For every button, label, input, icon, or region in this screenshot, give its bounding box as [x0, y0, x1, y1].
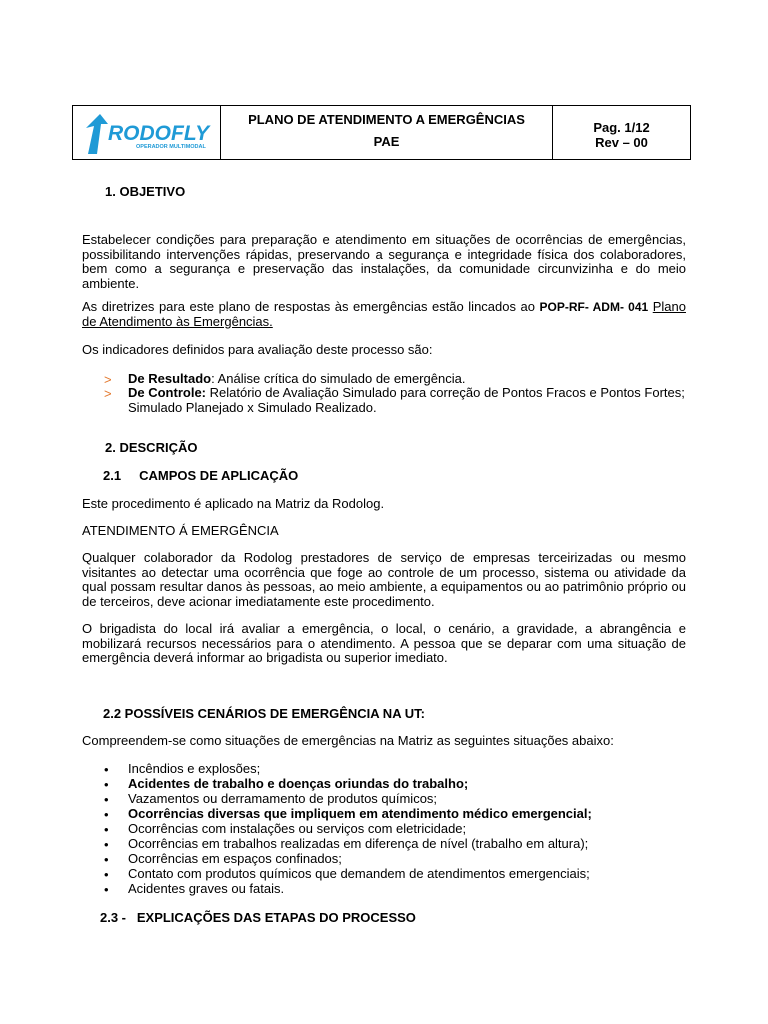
list-item: Ocorrências em espaços confinados;: [128, 851, 342, 866]
bullet: •: [104, 852, 109, 867]
indicator-control: [128, 386, 685, 415]
list-item: Acidentes de trabalho e doenças oriundas do trabalho;: [128, 776, 469, 791]
indicator-result-label: De Resultado: [128, 371, 212, 386]
list-item: Incêndios e explosões;: [128, 761, 261, 776]
bullet: •: [104, 762, 109, 777]
list-item: Ocorrências com instalações ou serviços com eletricidade;: [128, 821, 467, 836]
bullet: •: [104, 792, 109, 807]
bullet: •: [104, 867, 109, 882]
bullet: •: [104, 837, 109, 852]
collaborator-paragraph: Qualquer colaborador da Rodolog prestadores de serviço de empresas terceirizadas ou mesmo visitantes ao detectar uma ocorrência que foge ao controle de um processo, sistema ou atividade da qual possam resultar danos às pessoas, ao meio ambiente, a equipamentos ou ao patrimônio próprio ou de terceiros, deve acionar imediatamente este procedimento.: [82, 550, 686, 609]
emergency-heading: ATENDIMENTO Á EMERGÊNCIA: [82, 523, 279, 538]
list-item: Acidentes graves ou fatais.: [128, 881, 285, 896]
subsection-2-2-heading: 2.2 POSSÍVEIS CENÁRIOS DE EMERGÊNCIA NA UT:: [103, 706, 425, 721]
brigade-paragraph: O brigadista do local irá avaliar a emergência, o local, o cenário, a gravidade, a abrangência e mobilizará recursos necessários para o atendimento. A pessoa que se deparar com uma situação de emergência deverá informar ao brigadista ou superior imediato.: [82, 621, 686, 665]
bullet: •: [104, 882, 109, 897]
objective-paragraph: Estabelecer condições para preparação e atendimento em situações de ocorrências de emergências, possibilitando intervenções rápidas, preservando a segurança e integridade física dos colaboradores, bem como a segurança e preservação das instalações, da comunidade circunvizinha e do meio ambiente.: [82, 232, 686, 291]
indicator-control-label: De Controle:: [128, 385, 206, 400]
indicators-intro: Os indicadores definidos para avaliação deste processo são:: [82, 342, 433, 357]
document-header: [72, 105, 691, 160]
pop-code: POP-RF- ADM- 041: [539, 300, 649, 314]
subsection-2-1-heading: 2.1 CAMPOS DE APLICAÇÃO: [103, 468, 299, 483]
rodofly-logo: [82, 110, 212, 156]
logo-cell: [73, 106, 221, 159]
header-title-cell: [221, 106, 553, 159]
list-item: Contato com produtos químicos que demandem de atendimentos emergenciais;: [128, 866, 590, 881]
revision: Rev – 00: [595, 135, 648, 150]
scenarios-intro: Compreendem-se como situações de emergências na Matriz as seguintes situações abaixo:: [82, 733, 614, 748]
indicator-result-text: : Análise crítica do simulado de emergência.: [211, 371, 466, 386]
indicator-control-text: Relatório de Avaliação Simulado para correção de Pontos Fracos e Pontos Fortes;: [206, 385, 685, 400]
page-info-cell: [553, 106, 690, 159]
list-item: Ocorrências em trabalhos realizadas em diferença de nível (trabalho em altura);: [128, 836, 589, 851]
list-item: Vazamentos ou derramamento de produtos químicos;: [128, 791, 438, 806]
arrow-bullet-1: >: [104, 372, 112, 387]
document-acronym: PAE: [373, 134, 400, 149]
section-2-heading: 2. DESCRIÇÃO: [105, 440, 198, 455]
indicator-control-text-2: Simulado Planejado x Simulado Realizado.: [128, 399, 377, 415]
plan-link[interactable]: Plano de Atendimento às Emergências.: [82, 299, 686, 329]
application-paragraph: Este procedimento é aplicado na Matriz da Rodolog.: [82, 496, 385, 511]
section-1-heading: 1. OBJETIVO: [105, 184, 186, 199]
subsection-2-3-heading: 2.3 - EXPLICAÇÕES DAS ETAPAS DO PROCESSO: [100, 910, 416, 925]
list-item: Ocorrências diversas que impliquem em atendimento médico emergencial;: [128, 806, 592, 821]
bullet: •: [104, 777, 109, 792]
page-number: Pag. 1/12: [593, 120, 650, 135]
arrow-bullet-2: >: [104, 386, 112, 401]
guidelines-paragraph: [82, 300, 686, 329]
document-title: PLANO DE ATENDIMENTO A EMERGÊNCIAS: [248, 112, 525, 127]
logo-subtitle: OPERADOR MULTIMODAL: [135, 143, 206, 150]
logo-wordmark: RODOFLY: [107, 121, 209, 145]
guidelines-text: As diretrizes para este plano de respostas às emergências estão lincados ao: [82, 299, 540, 314]
bullet: •: [104, 822, 109, 837]
bullet: •: [104, 807, 109, 822]
